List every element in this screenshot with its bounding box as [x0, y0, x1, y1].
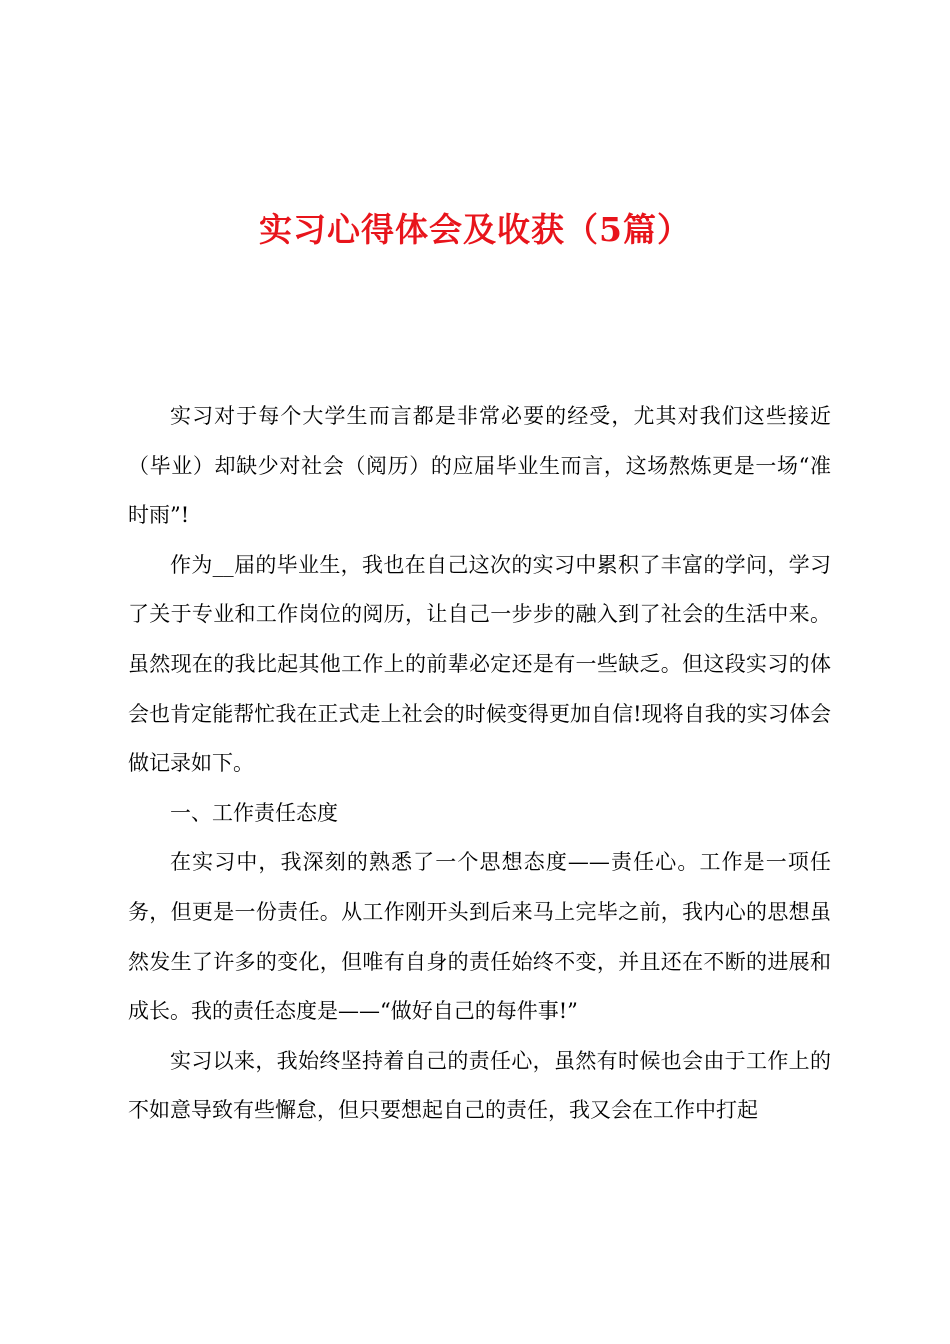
section-heading-responsibility: 一、工作责任态度 — [170, 800, 338, 825]
paragraph-responsibility: 在实习中，我深刻的熟悉了一个思想态度——责任心。工作是一项任务，但更是一份责任。从工作刚开头到后来马上完毕之前，我内心的思想虽然发生了许多的变化，但唯有自身的责任始终不变，并且还在不断的进展和成长。我的责任态度是——“做好自己的每件事!” — [128, 850, 831, 1024]
paragraph-intro: 实习对于每个大学生而言都是非常必要的经受，尤其对我们这些接近（毕业）却缺少对社会（阅历）的应届毕业生而言，这场熬炼更是一场“准时雨”! — [128, 404, 831, 528]
paragraph-background: 作为__届的毕业生，我也在自己这次的实习中累积了丰富的学问，学习了关于专业和工作岗位的阅历，让自己一步步的融入到了社会的生活中来。虽然现在的我比起其他工作上的前辈必定还是有一些缺乏。但这段实习的体会也肯定能帮忙我在正式走上社会的时候变得更加自信!现将自我的实习体会做记录如下。 — [128, 552, 831, 776]
document-title: 实习心得体会及收获（5篇） — [259, 210, 691, 249]
document-body — [128, 392, 831, 1136]
paragraph-persistence: 实习以来，我始终坚持着自己的责任心，虽然有时候也会由于工作上的不如意导致有些懈怠，但只要想起自己的责任，我又会在工作中打起 — [128, 1048, 831, 1123]
